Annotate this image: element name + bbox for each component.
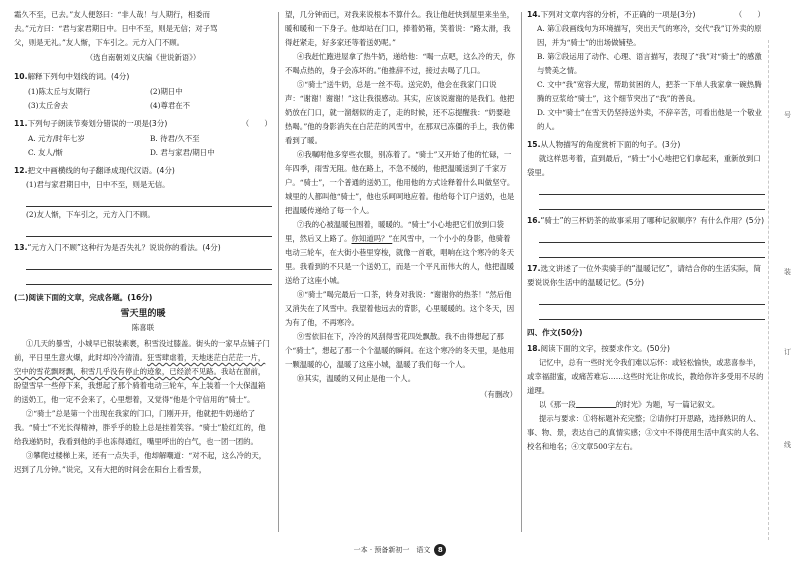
q10-item: (1)陈太丘与友期行 bbox=[28, 87, 91, 96]
paragraph-9: ⑨雪依旧在下，冷冷的风刮得雪花四处飘散。我不由得想起了那个“骑士”，想起了那一个个温暖的瞬间。在这个寒冷的冬天里，是他用一颗温暖的心，温暖了这座小城，温暖了我们每一个人。 bbox=[285, 332, 515, 369]
paragraph-3: ③攀爬过楼梯上来，还有一点失手，他却解嘲道：“对不起，这么冷的天，迟到了几分钟。”说完，又有大把的时间会在阳台上看雪景， bbox=[14, 451, 267, 474]
section-heading: 四、作文(50分) bbox=[527, 328, 583, 337]
text-line: 去。”元方曰：“君与家君期日中。日中不至，则是无信；对子骂 bbox=[14, 24, 218, 33]
article-title: 雪天里的暖 bbox=[120, 309, 166, 319]
option-c[interactable]: C. 文中“我”宽容大度，帮助贫困的人，把茶一下单人我家拿一碗热腾腾的豆浆给“骑士”，这个细节突出了“我”的善良。 bbox=[537, 80, 762, 103]
paragraph-10: ⑩其实，温暖的又何止是他一个人。 bbox=[296, 374, 416, 383]
question-12: 12.把文中画横线的句子翻译成现代汉语。(4分) bbox=[14, 166, 175, 175]
answer-line[interactable] bbox=[26, 256, 272, 270]
source-note: （选自南朝刘义庆编《世说新语》） bbox=[85, 53, 201, 62]
article-author: 陈喜联 bbox=[131, 323, 155, 332]
answer-line[interactable] bbox=[26, 223, 272, 237]
answer-line[interactable] bbox=[539, 244, 765, 258]
question-18: 18.阅读下面的文字，按要求作文。(50分) bbox=[527, 344, 670, 353]
text-line: 父，则是无礼。”友人惭，下车引之。元方入门不顾。 bbox=[14, 38, 185, 47]
paragraph-3-cont: 望，几分钟而已，对我来说根本不算什么。我让他赶快到屋里来坐坐，暖和暖和一下身子。他却站在门口，捧着奶箱，笑着说：“路太滑，我得赶紧走，好多家还等着送奶呢。” bbox=[285, 10, 515, 47]
q18-quote: 记忆中，总有一些时光令我们难以忘怀：或轻松愉快，或悲喜参半，或幸福甜蜜，或痛苦难忘……这些时光让你成长，教给你许多受用不尽的道理。 bbox=[527, 358, 764, 395]
column-divider bbox=[278, 12, 279, 532]
paragraph-2: ②“骑士”总是第一个出现在我家的门口，门刚开开，他就把牛奶递给了我。“骑士”不光长得精神，胖乎乎的脸上总是挂着笑容。“骑士”脸红红的，他给我递奶时，我看到他的手也冻得通红，嘴里呼出的白气，也一团一团的。 bbox=[14, 409, 266, 446]
q11-options bbox=[28, 132, 272, 160]
page-number: 8 bbox=[434, 544, 446, 556]
title-blank[interactable] bbox=[576, 398, 616, 408]
option-b[interactable]: B. 待君/久不至 bbox=[150, 134, 200, 143]
answer-line[interactable] bbox=[539, 196, 765, 210]
paragraph-8: ⑧“骑士”喝完最后一口茶，转身对我说：“谢谢你的热茶！”然后他又消失在了风雪中。我望着他远去的背影，心里暖暖的。这个冬天，因为有了他，不再寒冷。 bbox=[285, 290, 515, 327]
question-16: 16.“骑士”的三杯奶茶的故事采用了哪种记叙顺序？有什么作用？(5分) bbox=[527, 216, 765, 225]
column-left bbox=[14, 8, 272, 477]
section-heading: (二)阅读下面的文章，完成各题。(16分) bbox=[14, 293, 153, 302]
q18-requirements: 提示与要求：①将标题补充完整；②请你打开思路，选择熟识的人、事、物、景，表达自己的真情实感；③文中不得使用生活中真实的人名、校名和地名；④文章500字左右。 bbox=[527, 414, 764, 451]
answer-line[interactable] bbox=[539, 181, 765, 195]
binding-margin-char: 线 bbox=[784, 441, 791, 449]
q12-item: (2)友人惭，下车引之，元方入门不顾。 bbox=[26, 210, 155, 219]
option-a[interactable]: A. 元方/时年七岁 bbox=[28, 134, 85, 143]
answer-line[interactable] bbox=[539, 229, 765, 243]
underlined-sentence: 狂雪肆虐着，天地迷茫白茫茫一片，空中的雪花飘呀飘，积雪几乎没有停止的迹象，已经淤不见路。 bbox=[14, 353, 266, 376]
option-d[interactable]: D. 文中“骑士”在雪天仍坚持送外卖，不辞辛苦，可看出他是一个敬业的人。 bbox=[537, 108, 762, 131]
option-b[interactable]: B. 第②段运用了动作、心理、语言描写，表现了“我”对“骑士”的感激与赞美之情。 bbox=[537, 52, 762, 75]
column-divider bbox=[521, 12, 522, 532]
underlined-sentence: 你知道吗？” bbox=[351, 234, 393, 243]
column-middle bbox=[285, 8, 517, 402]
q10-item: (3)太丘舍去 bbox=[28, 101, 69, 110]
question-10: 10.解释下列句中划线的词。(4分) bbox=[14, 72, 130, 81]
column-right bbox=[527, 8, 765, 454]
q10-item: (2)期日中 bbox=[150, 87, 183, 96]
q15-quote: 就这样思考着，直到最后，“骑士”小心地把它们拿起来，重新放到口袋里。 bbox=[527, 154, 761, 177]
option-a[interactable]: A. 第①段画线句为环境描写，突出天气的寒冷，交代“我”订外卖的原因，并为“骑士”的出场做铺垫。 bbox=[537, 24, 762, 47]
page-footer bbox=[0, 543, 800, 557]
text-line: 霜久不至，已去。”友人便怒曰：“非人哉！与人期行，相委而 bbox=[14, 10, 211, 19]
footer-text: 一本 · 预备新初一 语文 bbox=[353, 546, 431, 554]
source-note: （有删改） bbox=[480, 390, 517, 399]
q18-prompt: 以《那一段 的时光》为题，写一篇记叙文。 bbox=[538, 400, 720, 409]
paragraph-5: ⑤“骑士”送牛奶，总是一丝不苟。送完奶，他会在我家门口说声：“谢谢！谢谢！”这让我很感动。其实，应该说谢谢的是我们。他把奶放在门口，就一溜烟似的走了，走的时候，还不忘提醒我：“奶要趁热喝。”他的身影消失在白茫茫的风雪中，在那双已冻僵的手上，我仿佛看到了暖。 bbox=[285, 80, 515, 145]
option-d[interactable]: D. 君与家君/期日中 bbox=[150, 148, 215, 157]
question-11: 11.下列句子朗读节奏划分错误的一项是(3分) （ ） bbox=[14, 119, 272, 128]
question-17: 17.选文讲述了一位外卖骑手的“温暖记忆”，请结合你的生活实际，简要说说你生活中的温暖记忆。(5分) bbox=[527, 264, 761, 287]
binding-margin-char: 订 bbox=[784, 348, 791, 356]
answer-line[interactable] bbox=[539, 306, 765, 320]
paragraph-6: ⑥我嘱咐他多穿些衣服，别冻着了。“骑士”又开始了他的忙碌，一年四季，雨雪无阻。他在路上，不急不缓的，他把温暖送到了千家万户。“骑士”，一个普通的送奶工，他用他的方式诠释着什么叫做坚守。城里的人都叫他“骑士”，他也乐呵呵地应着。他给每个订户送奶，也是把温暖传递给了每一个人。 bbox=[285, 150, 515, 215]
option-c[interactable]: C. 友人/惭 bbox=[28, 148, 63, 157]
binding-line bbox=[768, 40, 769, 540]
binding-margin-char: 装 bbox=[784, 268, 791, 276]
paragraph-1: ①几天的暴雪，小城早已银装素裹，积雪没过膝盖。街头的一家早点铺子门前，平日里生意火爆，此时却冷冷清清。狂雪肆虐着，天地迷茫白茫茫一片，空中的雪花飘呀飘，积雪几乎没有停止的迹象，已经淤不见路。我站在窗前，盼望雪早一些停下来，我想起了那个骑着电动三轮车，车上装着一个大保温箱的送奶工，他一定不会来了，心里想着，又觉得“他是个守信用的”骑士”。 bbox=[14, 339, 270, 404]
answer-line[interactable] bbox=[26, 193, 272, 207]
answer-line[interactable] bbox=[26, 271, 272, 285]
paragraph-4: ④我赶忙跑进屋拿了热牛奶，递给他：“喝一点吧，这么冷的天，你不喝点热的，身子会冻坏的。”他推辞不过，接过去喝了几口。 bbox=[285, 52, 515, 75]
question-13: 13.“元方入门不顾”这种行为是否失礼？说说你的看法。(4分) bbox=[14, 243, 221, 252]
q10-items bbox=[28, 85, 272, 113]
question-14: 14.下列对文章内容的分析，不正确的一项是(3分) （ ） bbox=[527, 10, 765, 19]
q12-item: (1)君与家君期日中，日中不至，则是无信。 bbox=[26, 180, 170, 189]
question-15: 15.从人物描写的角度赏析下面的句子。(3分) bbox=[527, 140, 681, 149]
answer-line[interactable] bbox=[539, 291, 765, 305]
binding-margin-char: 号 bbox=[784, 111, 791, 119]
q10-item: (4)尊君在不 bbox=[150, 101, 191, 110]
paragraph-7: ⑦我的心被温暖包围着，暖暖的。“骑士”小心地把它们放到口袋里，然后又上路了。你知道吗？”在风雪中，一个小小的身影，他骑着电动三轮车，在大街小巷里穿梭，就像一首歌，唱响在这个寒冷的冬天里。我看到的不只是一个送奶工，而是一个平凡而伟大的人，他把温暖送给了这座小城。 bbox=[285, 220, 515, 285]
